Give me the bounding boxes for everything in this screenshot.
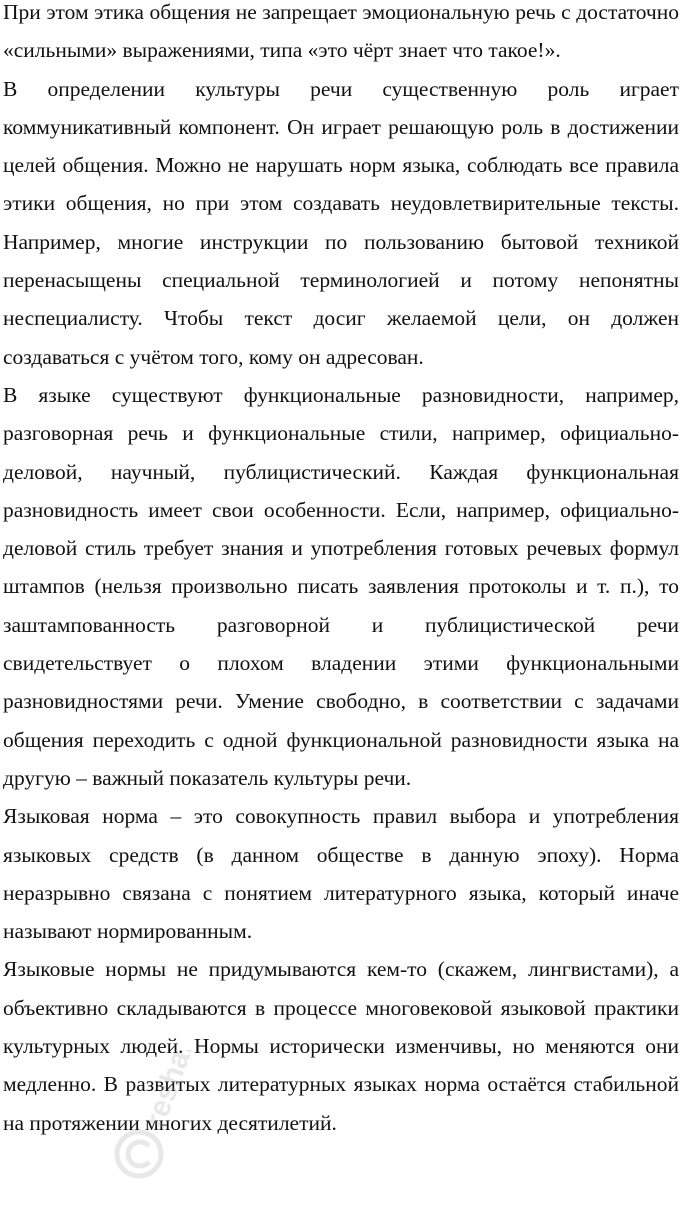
paragraph-language-norm: Языковая норма – это совокупность правил выбора и употребления языковых средств (в данном обществе в данную эпоху). Норма неразрывно связана с понятием литературного языка, который иначе называют нормированным. <box>3 804 679 944</box>
paragraph-functional-styles: В языке существуют функциональные разновидности, например, разговорная речь и функциональные стили, например, официально-деловой, научный, публицистический. Каждая функциональная разновидность имеет свои особенности. Если, например, официально-деловой стиль требует знания и употребления готовых речевых формул штампов (нельзя произвольно писать заявления протоколы и т. п.), то заштампованность разговорной и публицистической речи свидетельствует о плохом владении этими функциональными разновидностями речи. Умение свободно, в соответствии с задачами общения переходить с одной функциональной разновидности языка на другую – важный показатель культуры речи. <box>3 382 679 790</box>
paragraph-communicative: В определении культуры речи существенную роль играет коммуникативный компонент. Он играет решающую роль в достижении целей общения. Можно не нарушать норм языка, соблюдать все правила этики общения, но при этом создавать неудовлетвирительные тексты. Например, многие инструкции по пользованию бытовой техникой перенасыщены специальной терминологией и потому непонятны неспециалисту. Чтобы текст досиг желаемой цели, он должен создаваться с учётом того, кому он адресован. <box>3 76 679 369</box>
paragraph-norm-evolution: Языковые нормы не придумываются кем-то (скажем, лингвистами), а объективно складываются в процессе многовековой языковой практики культурных людей. Нормы исторически изменчивы, но меняются они медленно. В развитых литературных языках норма остаётся стабильной на протяжении многих десятилетий. <box>3 957 679 1135</box>
paragraph-ethics: При этом этика общения не запрещает эмоциональную речь с достаточно «сильными» выражениями, типа «это чёрт знает что такое!». <box>3 0 679 63</box>
watermark-text: reshak.ru <box>138 1050 216 1133</box>
